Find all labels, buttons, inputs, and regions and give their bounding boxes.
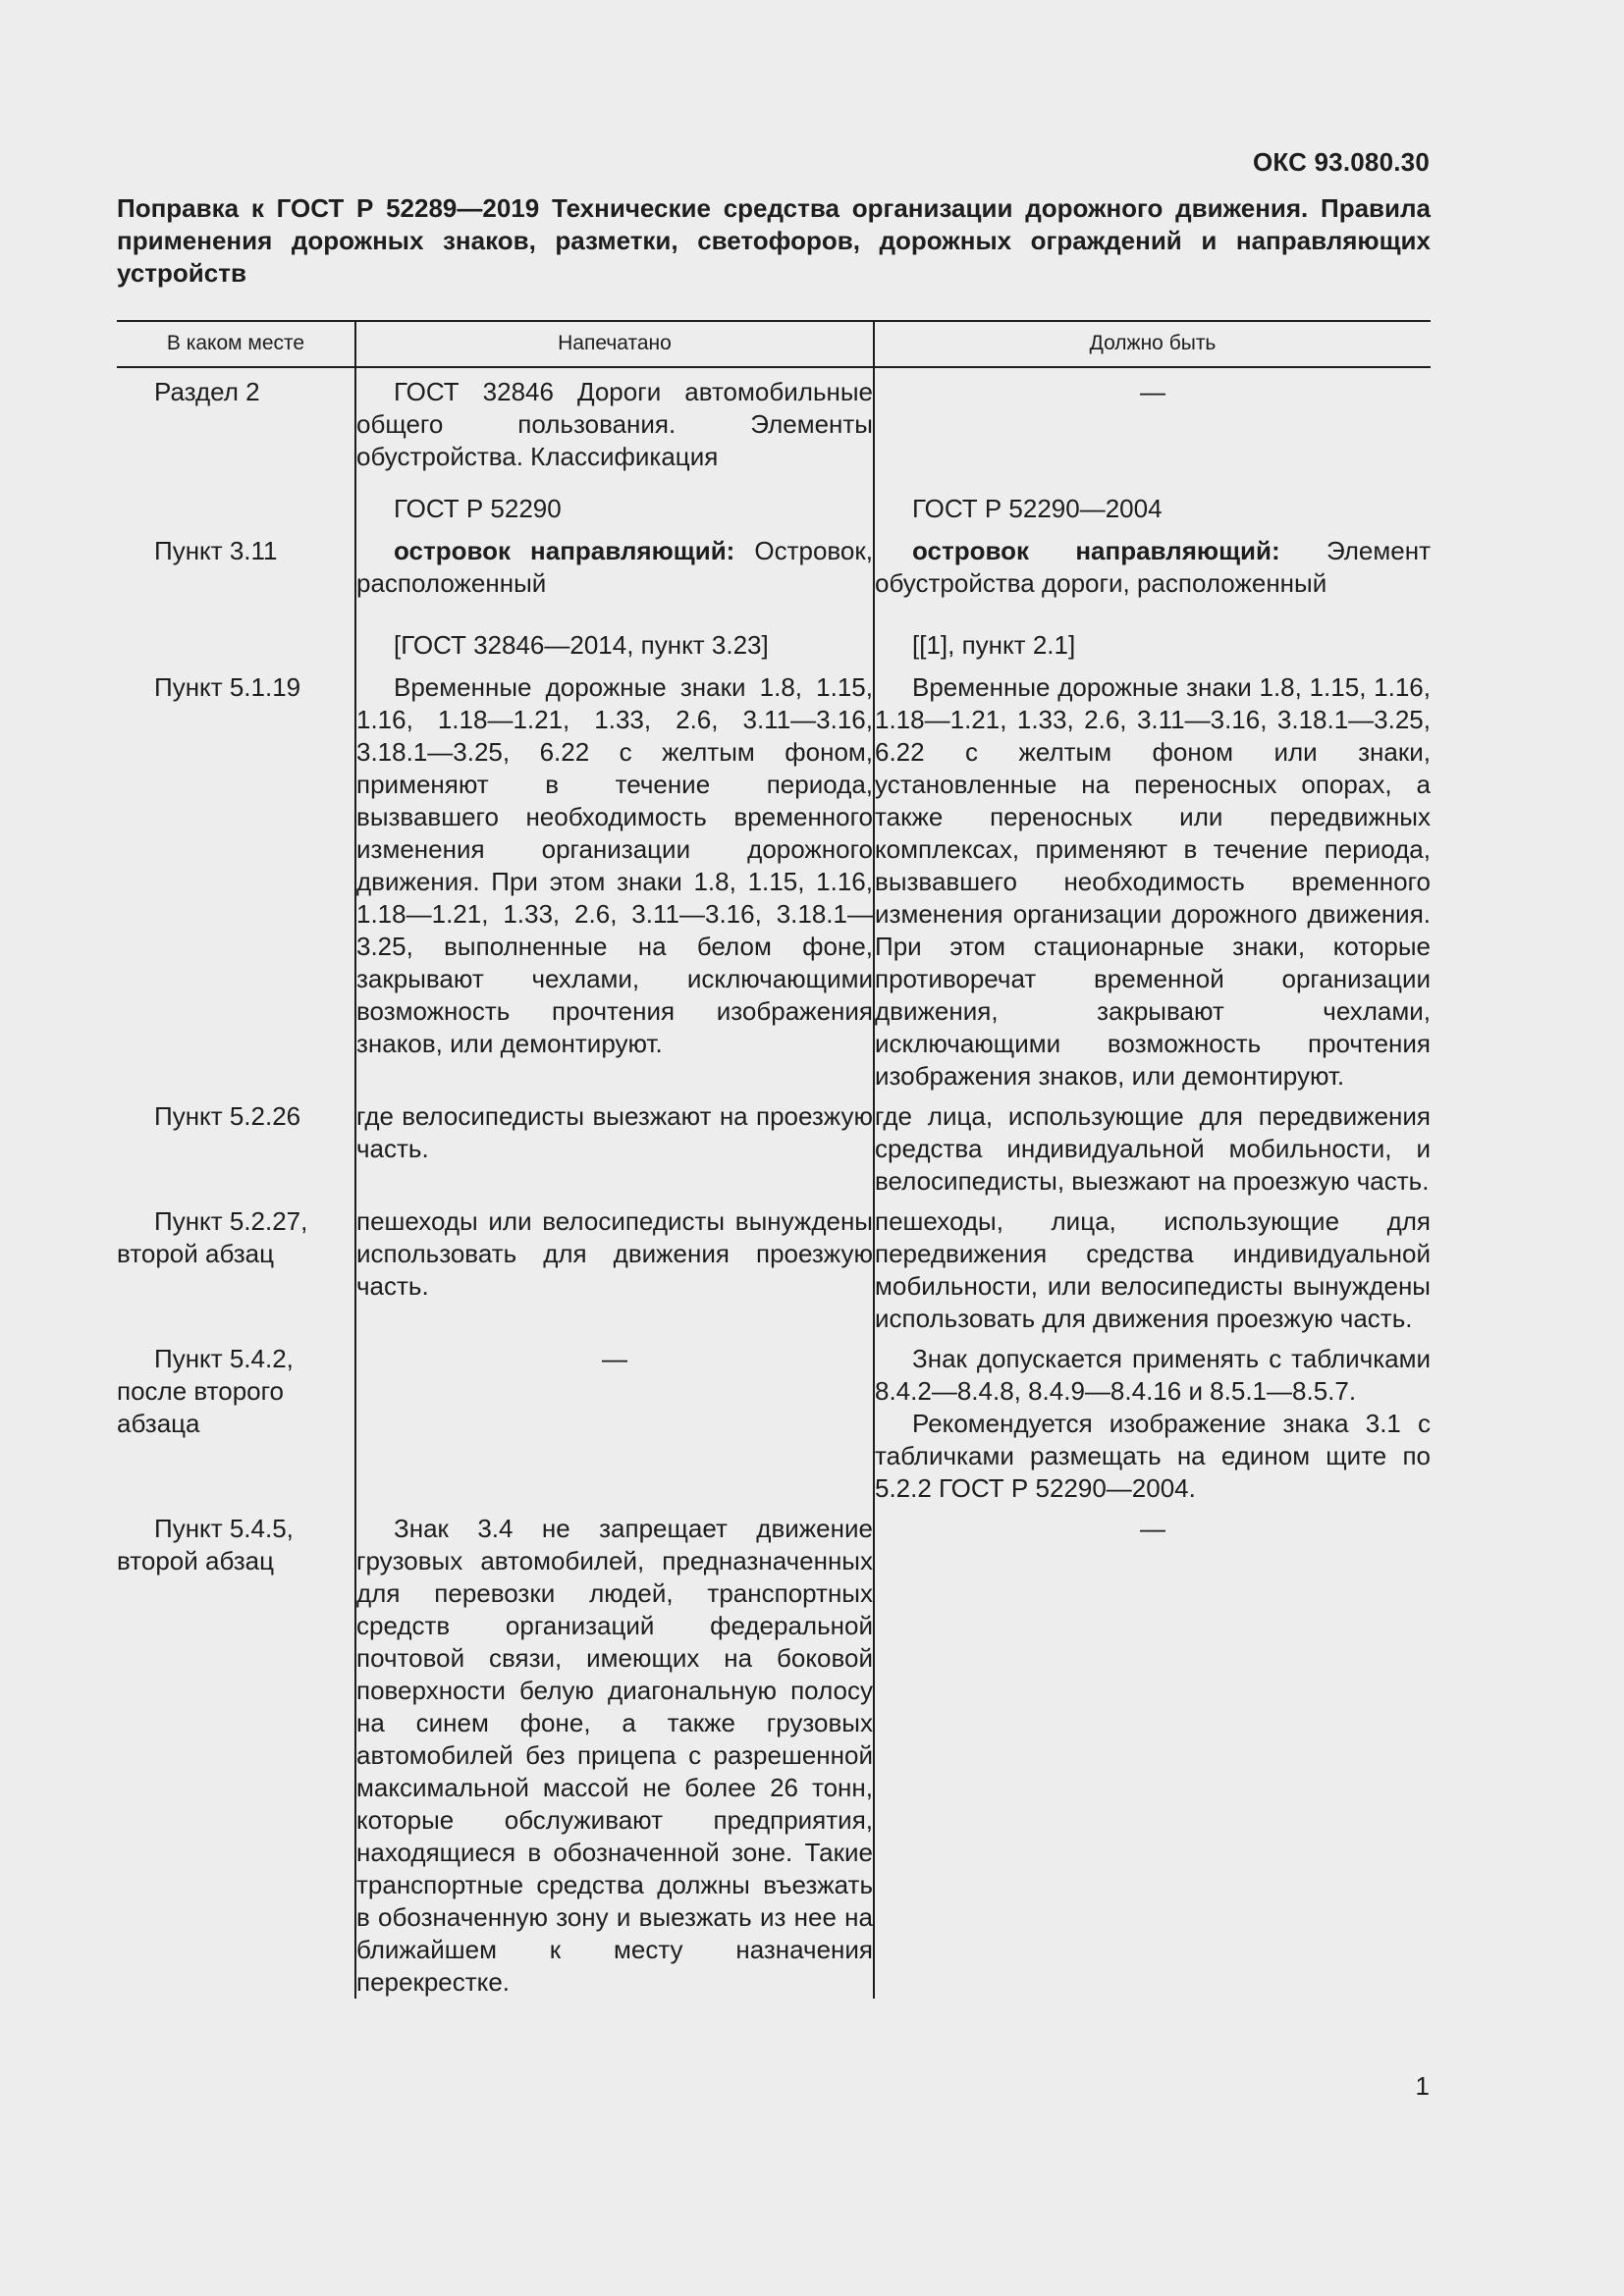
printed-text: пешеходы или велосипедисты вынуждены использовать для движения проезжую часть. xyxy=(356,1206,873,1301)
classification-code: ОКС 93.080.30 xyxy=(1252,147,1430,177)
table-row xyxy=(117,525,1431,662)
should-be-text: Рекомендуется изображение знака 3.1 с табличками размещать на едином щите по 5.2.2 ГОСТ Р 52290—2004. xyxy=(875,1409,1431,1503)
place-text: Пункт 5.2.27, xyxy=(154,1206,308,1236)
table-row xyxy=(117,473,1431,525)
printed-cell xyxy=(355,1505,874,1999)
correction-table xyxy=(117,320,1431,1999)
printed-text: ГОСТ Р 52290 xyxy=(394,494,562,523)
document-title: Поправка к ГОСТ Р 52289—2019 Технические средства организации дорожного движения. Правила применения дорожных знаков, разметки, светофоров, дорожных ограждений и направляющих устройств xyxy=(117,193,1431,288)
place-text: Пункт 5.2.26 xyxy=(154,1101,301,1131)
should-be-text: Знак допускается применять с табличками 8.4.2—8.4.8, 8.4.9—8.4.16 и 8.5.1—8.5.7. xyxy=(875,1344,1431,1406)
should-be-cell xyxy=(874,1505,1431,1999)
column-header-should-be: Должно быть xyxy=(874,321,1431,367)
should-be-reference: [[1], пункт 2.1] xyxy=(912,630,1076,660)
printed-cell xyxy=(355,367,874,473)
dash-text: — xyxy=(602,1344,627,1373)
printed-cell xyxy=(355,662,874,1093)
dash-text: — xyxy=(1140,1514,1165,1543)
column-header-place: В каком месте xyxy=(117,321,355,367)
place-text: Пункт 5.4.5, xyxy=(154,1514,294,1543)
table-row xyxy=(117,367,1431,473)
should-be-cell xyxy=(874,1335,1431,1505)
place-cell xyxy=(117,1093,355,1198)
should-be-cell xyxy=(874,525,1431,662)
printed-cell xyxy=(355,1198,874,1335)
place-text: Раздел 2 xyxy=(154,377,260,406)
place-text: после второго xyxy=(117,1376,285,1406)
printed-cell xyxy=(355,473,874,525)
printed-text: где велосипедисты выезжают на проезжую часть. xyxy=(356,1101,873,1163)
table-header-row xyxy=(117,321,1431,367)
should-be-cell xyxy=(874,473,1431,525)
should-be-cell xyxy=(874,662,1431,1093)
table-row xyxy=(117,1505,1431,1999)
page-number: 1 xyxy=(1415,2071,1430,2101)
should-be-text: ГОСТ Р 52290—2004 xyxy=(912,494,1163,523)
term-bold: островок направляющий: xyxy=(912,536,1280,565)
should-be-cell xyxy=(874,1198,1431,1335)
column-header-printed: Напечатано xyxy=(355,321,874,367)
place-cell xyxy=(117,1198,355,1335)
printed-text: Знак 3.4 не запрещает движение грузовых автомобилей, предназначенных для перевозки людей, транспортных средств организаций федеральной почтовой связи, имеющих на боковой поверхности белую диагональную полосу на синем фоне, а также грузовых автомобилей без прицепа с разрешенной максимальной массой не более 26 тонн, которые обслуживают предприятия, находящиеся в обозначенной зоне. Такие транспортные средства должны въезжать в обозначенную зону и выезжать из нее на ближайшем к месту назначения перекрестке. xyxy=(356,1514,873,1997)
place-text: второй абзац xyxy=(117,1546,275,1575)
should-be-cell xyxy=(874,367,1431,473)
table-row xyxy=(117,662,1431,1093)
place-cell xyxy=(117,525,355,662)
place-cell xyxy=(117,662,355,1093)
should-be-cell xyxy=(874,1093,1431,1198)
place-text: Пункт 5.1.19 xyxy=(154,672,301,702)
place-cell xyxy=(117,367,355,473)
place-cell xyxy=(117,1505,355,1999)
place-text: второй абзац xyxy=(117,1239,275,1268)
printed-cell xyxy=(355,1093,874,1198)
should-be-text: пешеходы, лица, использующие для передвижения средства индивидуальной мобильности, или велосипедисты вынуждены использовать для движения проезжую часть. xyxy=(875,1206,1431,1333)
place-cell xyxy=(117,473,355,525)
dash-text: — xyxy=(1140,377,1165,406)
printed-text: ГОСТ 32846 Дороги автомобильные общего пользования. Элементы обустройства. Классификация xyxy=(356,377,873,471)
table-row xyxy=(117,1335,1431,1505)
table-row xyxy=(117,1198,1431,1335)
printed-reference: [ГОСТ 32846—2014, пункт 3.23] xyxy=(394,630,769,660)
place-text: Пункт 5.4.2, xyxy=(154,1344,294,1373)
should-be-text: островок направляющий: Элемент обустройства дороги, расположенный xyxy=(875,536,1431,598)
place-cell xyxy=(117,1335,355,1505)
term-bold: островок направляющий: xyxy=(394,536,735,565)
place-text: Пункт 3.11 xyxy=(154,536,278,565)
should-be-text: Временные дорожные знаки 1.8, 1.15, 1.16, 1.18—1.21, 1.33, 2.6, 3.11—3.16, 3.18.1—3.25, 6.22 с желтым фоном или знаки, установленные на переносных опорах, а также переносных или передвижных комплексах, применяют в течение периода, вызвавшего необходимость временного изменения организации дорожного движения. При этом стационарные знаки, которые противоречат временной организации движения, закрывают чехлами, исключающими возможность прочтения изображения знаков, или демонтируют. xyxy=(875,672,1431,1091)
printed-cell xyxy=(355,1335,874,1505)
should-be-text: где лица, использующие для передвижения средства индивидуальной мобильности, и велосипедисты, выезжают на проезжую часть. xyxy=(875,1101,1431,1196)
place-text: абзаца xyxy=(117,1409,200,1438)
printed-text: Временные дорожные знаки 1.8, 1.15, 1.16, 1.18—1.21, 1.33, 2.6, 3.11—3.16, 3.18.1—3.25, 6.22 с желтым фоном, применяют в течение периода, вызвавшего необходимость временного изменения организации дорожного движения. При этом знаки 1.8, 1.15, 1.16, 1.18—1.21, 1.33, 2.6, 3.11—3.16, 3.18.1—3.25, выполненные на белом фоне, закрывают чехлами, исключающими возможность прочтения изображения знаков, или демонтируют. xyxy=(356,672,873,1058)
printed-cell xyxy=(355,525,874,662)
printed-text: островок направляющий: Островок, расположенный xyxy=(356,536,873,598)
table-row xyxy=(117,1093,1431,1198)
